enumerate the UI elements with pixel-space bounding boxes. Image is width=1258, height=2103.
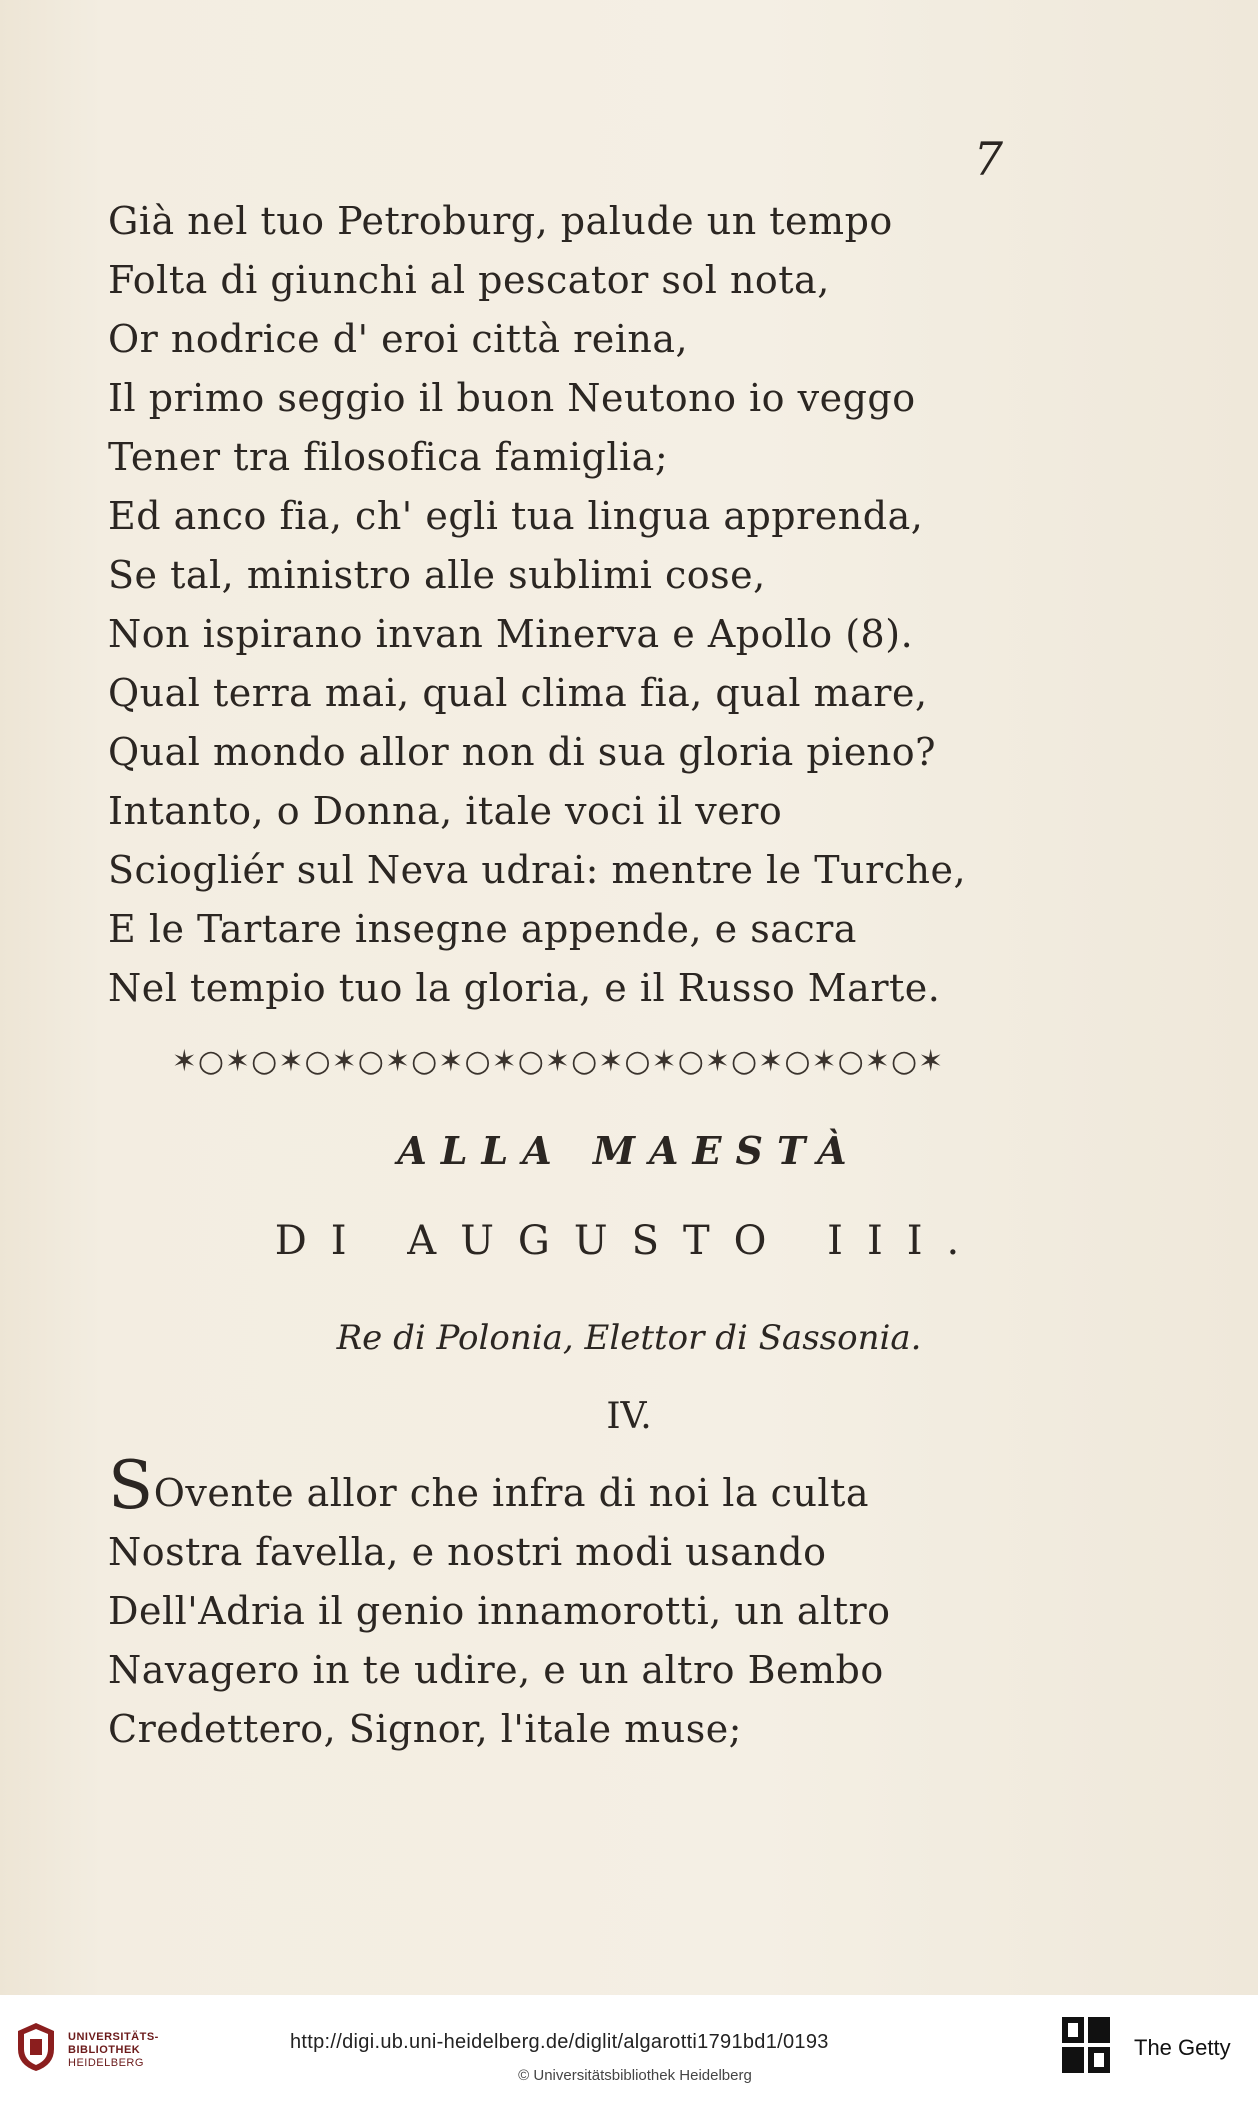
- verse-line: E le Tartare insegne appende, e sacra: [108, 907, 857, 951]
- verse-line: Dell'Adria il genio innamorotti, un altro: [108, 1589, 891, 1633]
- institution-line: UNIVERSITÄTS-: [68, 2031, 159, 2043]
- verse-line: Qual terra mai, qual clima fia, qual mare,: [108, 671, 928, 715]
- verse-line: Navagero in te udire, e un altro Bembo: [108, 1648, 884, 1692]
- verse-line: Folta di giunchi al pescator sol nota,: [108, 258, 830, 302]
- verse-line-text: Ovente allor che infra di noi la culta: [153, 1471, 870, 1515]
- verse-line: Tener tra filosofica famiglia;: [108, 435, 669, 479]
- section-subtitle: Re di Polonia, Elettor di Sassonia.: [336, 1318, 922, 1358]
- viewer-footer: [0, 1995, 1258, 2103]
- verse-line: Sciogliér sul Neva udrai: mentre le Turche,: [108, 848, 967, 892]
- verse-line: Qual mondo allor non di sua gloria pieno?: [108, 730, 937, 774]
- institution-line: HEIDELBERG: [68, 2057, 144, 2069]
- verse-stanza-top: [108, 192, 1028, 1018]
- verse-line: Già nel tuo Petroburg, palude un tempo: [108, 199, 893, 243]
- verse-line: Se tal, ministro alle sublimi cose,: [108, 553, 766, 597]
- verse-line: Nel tempio tuo la gloria, e il Russo Marte.: [108, 966, 941, 1010]
- verse-line: Ed anco fia, ch' egli tua lingua apprenda,: [108, 494, 924, 538]
- permalink-url[interactable]: http://digi.ub.uni-heidelberg.de/diglit/algarotti1791bd1/0193: [290, 2031, 829, 2053]
- verse-line: Nostra favella, e nostri modi usando: [108, 1530, 827, 1574]
- university-seal-icon: [14, 2021, 58, 2073]
- partner-name: The Getty: [1134, 2035, 1231, 2060]
- getty-logo-icon: [1060, 2015, 1112, 2077]
- verse-line: Non ispirano invan Minerva e Apollo (8).: [108, 612, 914, 656]
- verse-line: Credettero, Signor, l'itale muse;: [108, 1707, 742, 1751]
- poem-number: IV.: [606, 1396, 652, 1437]
- verse-line-first: [108, 1447, 1028, 1524]
- institution-line: BIBLIOTHEK: [68, 2044, 141, 2056]
- section-title-name: DI AUGUSTO III.: [274, 1218, 984, 1264]
- copyright-notice: © Universitätsbibliothek Heidelberg: [518, 2067, 752, 2084]
- verse-stanza-bottom: [108, 1447, 1028, 1759]
- verse-line: Il primo seggio il buon Neutono io veggo: [108, 376, 916, 420]
- verse-line: Or nodrice d' eroi città reina,: [108, 317, 689, 361]
- section-title: ALLA MAESTÀ: [397, 1128, 861, 1173]
- institution-name: [68, 2031, 159, 2070]
- drop-cap: S: [108, 1447, 154, 1524]
- verse-line: Intanto, o Donna, itale voci il vero: [108, 789, 783, 833]
- ornament-divider: ✶○✶○✶○✶○✶○✶○✶○✶○✶○✶○✶○✶○✶○✶○✶: [171, 1044, 945, 1079]
- page-number: 7: [973, 132, 1003, 186]
